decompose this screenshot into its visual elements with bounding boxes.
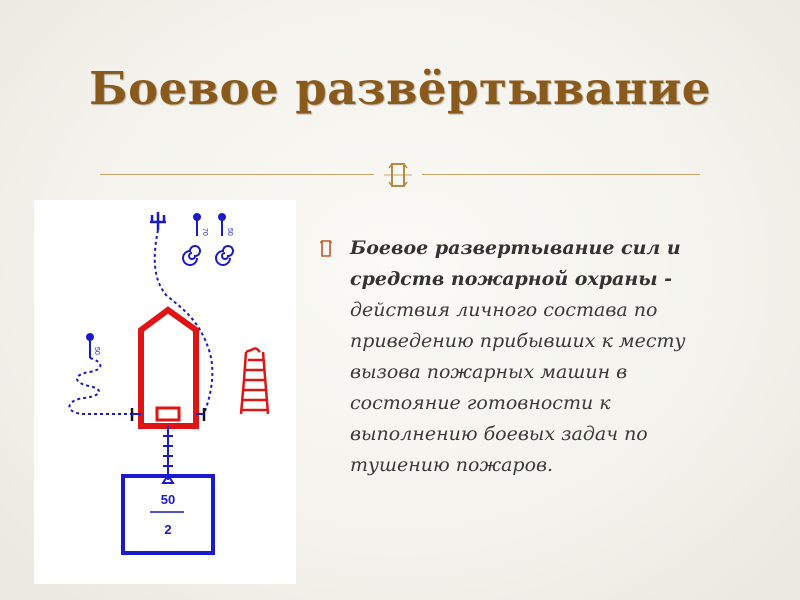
divider-line-right: [422, 174, 700, 175]
water-source-box: [123, 476, 213, 553]
slide-title: Боевое развёртывание: [89, 62, 711, 115]
ladder-icon: [241, 348, 268, 414]
divider-line-left: [100, 174, 374, 175]
water-source-count: 2: [164, 522, 172, 537]
hose-label-50-left: 50: [93, 347, 100, 355]
firefighter-left-icon: [87, 334, 94, 359]
bullet-paragraph: [318, 233, 738, 481]
bullet-term: Боевое развертывание сил и средств пожарной охраны -: [350, 237, 681, 290]
truck-pump-icon: [157, 408, 179, 420]
divider-ornament-icon: [380, 160, 416, 190]
fire-deployment-diagram: [34, 200, 296, 584]
hose-label-70: 70: [201, 228, 208, 236]
branch-nozzle-icon: [150, 212, 166, 230]
deployment-scheme: [34, 200, 296, 584]
title-divider: [100, 168, 700, 182]
bullet-definition: действия личного состава по приведению прибывших к месту вызова пожарных машин в состояние готовности к выполнению боевых задач по тушению пожаров.: [350, 299, 686, 476]
water-source-volume: 50: [160, 492, 176, 507]
hose-line-left: [69, 358, 132, 414]
firefighter-icon: [194, 214, 226, 237]
hose-label-50-top: 50: [226, 228, 233, 236]
hose-reel-icon: [183, 246, 233, 265]
